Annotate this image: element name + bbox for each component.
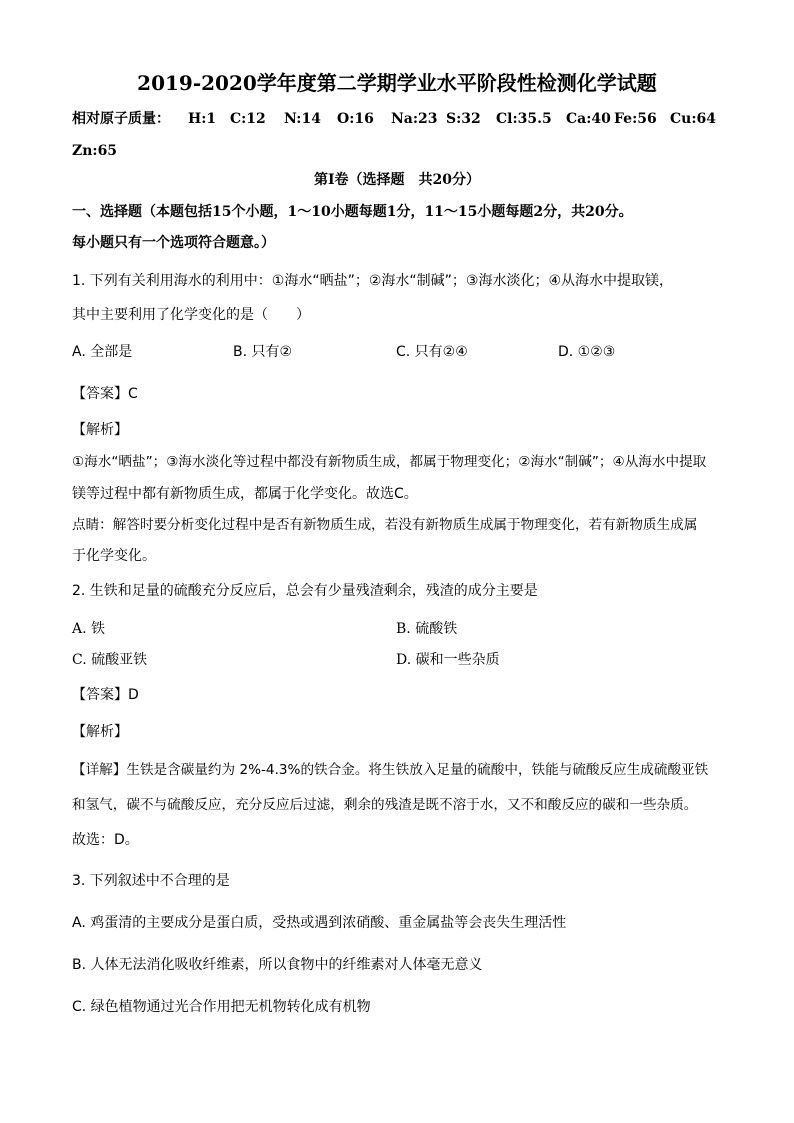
- question-2-answer: 【答案】D: [72, 687, 139, 703]
- question-1-option-a: A. 全部是: [72, 344, 133, 360]
- atomic-mass-label: 相对原子质量：: [72, 111, 170, 127]
- question-1-option-b: B. 只有②: [233, 344, 293, 360]
- section-heading: 一、选择题（本题包括15个小题，1～10小题每题1分，11～15小题每题2分，共20分。: [72, 204, 633, 220]
- atomic-mass-item: C:12: [230, 111, 266, 127]
- atomic-mass-item: Fe:56: [614, 111, 657, 127]
- question-2-option-d: D. 碳和一些杂质: [396, 652, 500, 668]
- volume-heading: 第Ⅰ卷（选择题 共20分）: [313, 172, 481, 188]
- question-2-option-a: A. 铁: [72, 621, 106, 637]
- question-2-detail: 故选：D。: [72, 832, 139, 848]
- question-1-stem: 其中主要利用了化学变化的是（ ）: [72, 307, 310, 323]
- question-1-analysis: 镁等过程中都有新物质生成，都属于化学变化。故选C。: [72, 486, 418, 502]
- question-1-analysis-label: 【解析】: [72, 422, 128, 438]
- question-3-option-c: C. 绿色植物通过光合作用把无机物转化成有机物: [72, 999, 371, 1015]
- page-title: 2019-2020学年度第二学期学业水平阶段性检测化学试题: [137, 71, 657, 95]
- question-1-option-d: D. ①②③: [558, 344, 616, 360]
- question-3-stem: 3. 下列叙述中不合理的是: [72, 873, 230, 889]
- question-1-answer: 【答案】C: [72, 386, 138, 402]
- question-3-option-b: B. 人体无法消化吸收纤维素，所以食物中的纤维素对人体毫无意义: [72, 957, 483, 973]
- atomic-mass-item: H:1: [188, 111, 217, 127]
- atomic-mass-item: Cu:64: [670, 111, 716, 127]
- atomic-mass-item: Na:23: [391, 111, 438, 127]
- question-1-stem: 1. 下列有关利用海水的利用中：①海水“晒盐”；②海水“制碱”；③海水淡化；④从海水中提取镁，: [72, 273, 674, 289]
- atomic-mass-item: Ca:40: [566, 111, 611, 127]
- atomic-mass-item: O:16: [337, 111, 374, 127]
- question-2-option-b: B. 硫酸铁: [396, 621, 458, 637]
- atomic-mass-item: Cl:35.5: [496, 111, 552, 127]
- question-1-tip: 于化学变化。: [72, 548, 156, 564]
- question-2-stem: 2. 生铁和足量的硫酸充分反应后，总会有少量残渣剩余，残渣的成分主要是: [72, 583, 538, 599]
- question-2-detail: 和氢气，碳不与硫酸反应，充分反应后过滤，剩余的残渣是既不溶于水，又不和酸反应的碳和一些杂质。: [72, 797, 698, 813]
- atomic-mass-item: N:14: [284, 111, 321, 127]
- atomic-mass-item: S:32: [446, 111, 481, 127]
- atomic-mass-item: Zn:65: [72, 143, 118, 159]
- question-2-analysis-label: 【解析】: [72, 724, 128, 740]
- question-1-tip: 点睛：解答时要分析变化过程中是否有新物质生成，若没有新物质生成属于物理变化，若有新物质生成属: [72, 517, 698, 533]
- question-2-detail: 【详解】生铁是含碳量约为 2%-4.3%的铁合金。将生铁放入足量的硫酸中，铁能与硫酸反应生成硫酸亚铁: [72, 762, 709, 778]
- question-1-analysis: ①海水“晒盐”；③海水淡化等过程中都没有新物质生成，都属于物理变化；②海水“制碱”；④从海水中提取: [72, 454, 707, 470]
- section-heading: 每小题只有一个选项符合题意。）: [72, 235, 275, 251]
- question-2-option-c: C. 硫酸亚铁: [72, 652, 148, 668]
- question-1-option-c: C. 只有②④: [396, 344, 468, 360]
- question-3-option-a: A. 鸡蛋清的主要成分是蛋白质，受热或遇到浓硝酸、重金属盐等会丧失生理活性: [72, 915, 567, 931]
